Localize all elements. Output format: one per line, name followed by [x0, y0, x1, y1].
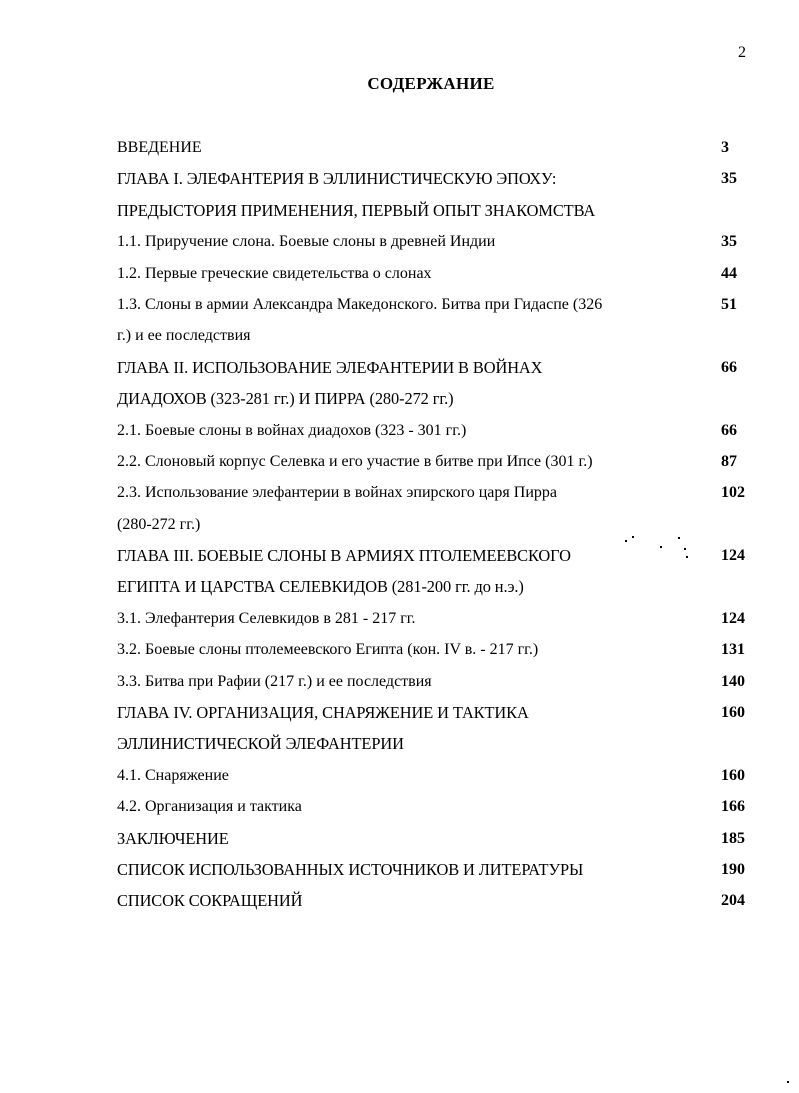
toc-line [117, 132, 757, 163]
toc-entry-text: ГЛАВА I. ЭЛЕФАНТЕРИЯ В ЭЛЛИНИСТИЧЕСКУЮ ЭПОХУ: [117, 169, 557, 189]
toc-entry-page: 185 [721, 829, 745, 847]
toc-entry-text: 2.2. Слоновый корпус Селевка и его участие в битве при Ипсе (301 г.) [117, 452, 593, 470]
toc-line [117, 320, 757, 351]
toc-entry-text: ГЛАВА III. БОЕВЫЕ СЛОНЫ В АРМИЯХ ПТОЛЕМЕЕВСКОГО [117, 546, 571, 566]
toc-entry-text: ЭЛЛИНИСТИЧЕСКОЙ ЭЛЕФАНТЕРИИ [117, 734, 404, 754]
toc-line [117, 823, 757, 854]
toc-line [117, 446, 757, 477]
toc-entry-page: 35 [721, 170, 737, 188]
toc-entry-text: 3.3. Битва при Рафии (217 г.) и ее последствия [117, 672, 432, 690]
toc-line [117, 226, 757, 257]
toc-line [117, 163, 757, 194]
toc-line [117, 383, 757, 414]
toc-line [117, 258, 757, 289]
toc-entry-text: 1.3. Слоны в армии Александра Македонского. Битва при Гидаспе (326 [117, 295, 603, 313]
scan-speck [787, 1081, 789, 1083]
table-of-contents [117, 132, 757, 917]
toc-entry-page: 66 [721, 421, 737, 439]
scan-speck [678, 537, 680, 539]
toc-entry-page: 124 [721, 609, 745, 627]
toc-line [117, 634, 757, 665]
toc-line [117, 289, 757, 320]
toc-entry-page: 190 [721, 860, 745, 878]
toc-line [117, 728, 757, 759]
page-number: 2 [738, 44, 746, 61]
toc-line [117, 697, 757, 728]
toc-entry-text: 4.2. Организация и тактика [117, 798, 302, 816]
toc-entry-page: 44 [721, 264, 737, 282]
toc-line [117, 666, 757, 697]
toc-line [117, 791, 757, 822]
scan-speck [684, 548, 686, 550]
toc-line [117, 885, 757, 916]
toc-entry-page: 102 [721, 484, 745, 502]
toc-entry-page: 124 [721, 547, 745, 565]
toc-line [117, 509, 757, 540]
toc-entry-text: ЗАКЛЮЧЕНИЕ [117, 828, 229, 848]
toc-line [117, 854, 757, 885]
toc-entry-text: ЕГИПТА И ЦАРСТВА СЕЛЕВКИДОВ (281-200 гг. до н.э.) [117, 577, 524, 597]
toc-line [117, 571, 757, 602]
toc-line [117, 760, 757, 791]
toc-entry-text: ДИАДОХОВ (323-281 гг.) И ПИРРА (280-272 гг.) [117, 389, 454, 409]
toc-entry-text: ПРЕДЫСТОРИЯ ПРИМЕНЕНИЯ, ПЕРВЫЙ ОПЫТ ЗНАКОМСТВА [117, 200, 596, 220]
toc-entry-text: 1.1. Приручение слона. Боевые слоны в древней Индии [117, 233, 496, 251]
toc-entry-text: ВВЕДЕНИЕ [117, 139, 202, 156]
toc-entry-text: ГЛАВА II. ИСПОЛЬЗОВАНИЕ ЭЛЕФАНТЕРИИ В ВОЙНАХ [117, 357, 543, 377]
toc-line [117, 477, 757, 508]
toc-entry-page: 166 [721, 798, 745, 816]
toc-entry-text: 2.3. Использование элефантерии в войнах эпирского царя Пирра [117, 484, 557, 502]
toc-entry-text: (280-272 гг.) [117, 515, 201, 533]
toc-entry-text: 1.2. Первые греческие свидетельства о слонах [117, 264, 432, 282]
toc-line [117, 603, 757, 634]
toc-entry-page: 204 [721, 892, 745, 910]
toc-entry-text: 3.2. Боевые слоны птолемеевского Египта (кон. IV в. - 217 гг.) [117, 641, 539, 659]
scan-speck [686, 556, 688, 558]
toc-line [117, 415, 757, 446]
toc-entry-text: г.) и ее последствия [117, 327, 251, 345]
toc-entry-page: 35 [721, 233, 737, 251]
toc-entry-text: 4.1. Снаряжение [117, 766, 229, 784]
toc-entry-text: ГЛАВА IV. ОРГАНИЗАЦИЯ, СНАРЯЖЕНИЕ И ТАКТИКА [117, 703, 529, 723]
toc-entry-text: 3.1. Элефантерия Селевкидов в 281 - 217 гг. [117, 609, 416, 627]
toc-entry-text: СПИСОК ИСПОЛЬЗОВАННЫХ ИСТОЧНИКОВ И ЛИТЕРАТУРЫ [117, 859, 584, 879]
toc-line [117, 540, 757, 571]
toc-entry-text: 2.1. Боевые слоны в войнах диадохов (323 - 301 гг.) [117, 421, 467, 439]
toc-entry-page: 160 [721, 766, 745, 784]
scan-speck [632, 536, 634, 538]
scan-speck [660, 546, 662, 548]
toc-entry-page: 131 [721, 641, 745, 659]
toc-entry-page: 140 [721, 672, 745, 690]
toc-entry-page: 160 [721, 704, 745, 722]
toc-entry-page: 3 [721, 139, 729, 156]
toc-entry-text: СПИСОК СОКРАЩЕНИЙ [117, 891, 303, 911]
scan-speck [625, 540, 627, 542]
toc-line [117, 352, 757, 383]
toc-title: СОДЕРЖАНИЕ [367, 74, 495, 93]
toc-entry-page: 87 [721, 452, 737, 470]
toc-entry-page: 66 [721, 358, 737, 376]
toc-entry-page: 51 [721, 295, 737, 313]
toc-line [117, 195, 757, 226]
